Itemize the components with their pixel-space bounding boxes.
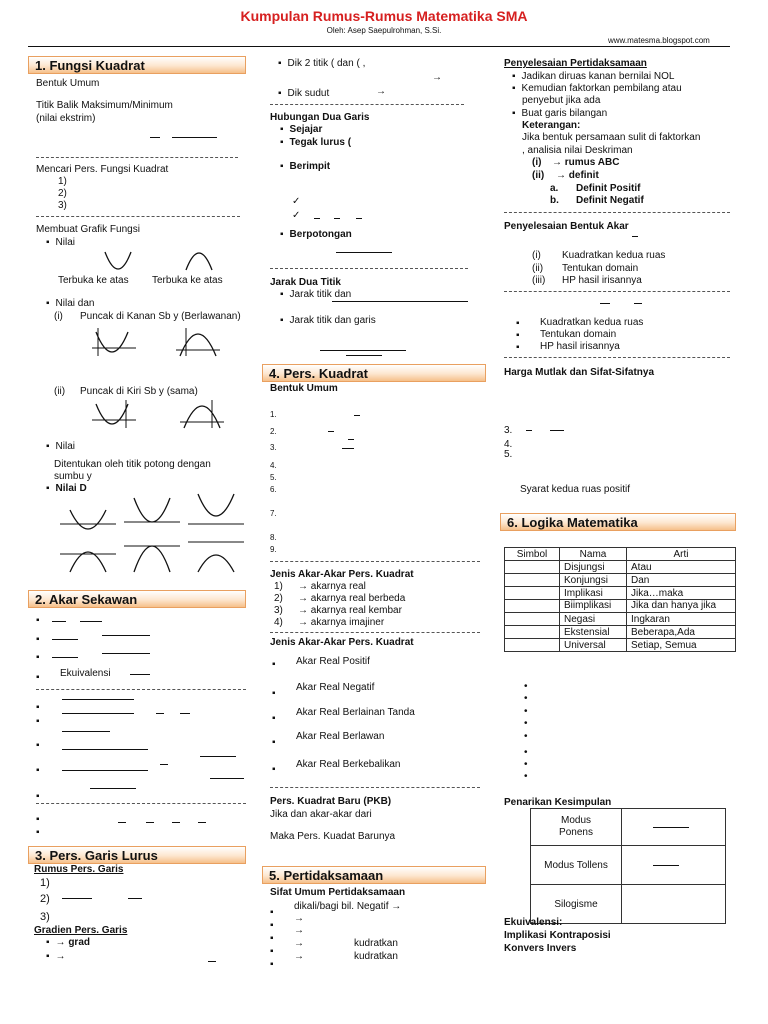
akar-no: (iii) (532, 275, 546, 286)
arti-cell: Setiap, Semua (627, 639, 736, 652)
definit: → definit (556, 170, 599, 181)
math-bar (200, 756, 236, 757)
header-nama: Nama (560, 548, 627, 561)
harga-mutlak-title: Harga Mutlak dan Sifat-Sifatnya (504, 367, 655, 378)
bentuk-umum-2-label: Bentuk Umum (270, 383, 338, 394)
math-bar (314, 218, 320, 219)
divider (270, 632, 480, 633)
bullet-dot: • (524, 681, 528, 692)
jika-bentuk-text: Jika bentuk persamaan sulit di faktorkan (522, 132, 701, 143)
implikasi-kontraposisi: Implikasi Kontraposisi (504, 930, 611, 941)
d-graph-1-icon (60, 504, 116, 534)
step-1: 1) (58, 176, 67, 187)
ekuivalensi-label: Ekuivalensi (60, 668, 111, 679)
akar-text: HP hasil irisannya (562, 275, 642, 286)
math-bar (332, 301, 468, 302)
jenis-2-item: Akar Real Berlawan (296, 731, 385, 742)
math-bar (146, 822, 154, 823)
modus-tollens-cell (531, 846, 622, 885)
jenis-no: 4) (274, 617, 283, 628)
math-bar (52, 621, 66, 622)
graph-kiri-down-icon (180, 398, 224, 430)
bullet: ▪ (36, 702, 40, 713)
akar-text: Tentukan domain (562, 263, 639, 274)
table-row (505, 639, 736, 652)
math-bar (180, 713, 190, 714)
math-bar (526, 430, 532, 431)
fraction-bar (172, 137, 217, 138)
table-row (531, 809, 726, 846)
formula-cell (622, 809, 726, 846)
nama-cell: Konjungsi (560, 574, 627, 587)
bullet: ▪ (272, 688, 276, 699)
puncak-kiri-label: Puncak di Kiri Sb y (sama) (80, 386, 198, 397)
penyelesaian-title: Penyelesaian Pertidaksamaan (504, 58, 647, 69)
bullet-dot: • (524, 718, 528, 729)
arrow-item (46, 951, 66, 962)
bullet-dot: • (524, 706, 528, 717)
bullet-text: Nilai (55, 237, 75, 248)
fraction-bar (150, 137, 160, 138)
math-bar (90, 788, 136, 789)
number: 4. (270, 461, 277, 470)
math-bar (632, 236, 638, 237)
bullet-text: Berpotongan (289, 229, 352, 240)
section-title: 5. Pertidaksamaan (269, 868, 384, 883)
d-graph-5-icon (124, 542, 180, 574)
d-graph-4-icon (60, 542, 116, 574)
jenis-text: → akarnya real kembar (298, 605, 402, 616)
divider (36, 157, 238, 158)
jenis-2-item: Akar Real Berlainan Tanda (296, 707, 415, 718)
parabola-up-icon (103, 250, 133, 272)
arti-cell: Dan (627, 574, 736, 587)
simbol-cell (505, 587, 560, 600)
bullet: ▪ (272, 764, 276, 775)
akar2-item: Kuadratkan kedua ruas (540, 317, 644, 328)
sifat-item: → (294, 938, 304, 949)
number: 1. (270, 410, 277, 419)
simbol-cell (505, 613, 560, 626)
bullet-text: Tegak lurus ( (289, 137, 352, 148)
pkb-jika: Jika dan akar-akar dari (270, 809, 372, 820)
definit-positif: Definit Positif (576, 183, 641, 194)
table-row (505, 574, 736, 587)
jarak-titik-dan (280, 289, 351, 300)
divider (270, 561, 480, 562)
divider (504, 212, 730, 213)
math-bar (130, 674, 150, 675)
jenis-no: 1) (274, 581, 283, 592)
math-bar (52, 657, 78, 658)
item-3: 3) (40, 911, 50, 923)
akar-no: (i) (532, 250, 541, 261)
header-simbol: Simbol (505, 548, 560, 561)
section-pers-kuadrat (262, 364, 486, 382)
mencari-label: Mencari Pers. Fungsi Kuadrat (36, 164, 169, 175)
akar2-item: HP hasil irisannya (540, 341, 620, 352)
bullet: ▪ (36, 672, 40, 683)
divider (270, 268, 468, 269)
bullet-text: Dik sudut (287, 88, 330, 99)
math-bar (102, 635, 150, 636)
math-bar (62, 699, 134, 700)
math-bar (354, 415, 360, 416)
bullet-dot: • (524, 759, 528, 770)
formula-cell (622, 885, 726, 924)
jarak-titik-garis (280, 315, 376, 326)
section-akar-sekawan (28, 590, 246, 608)
section-title: 3. Pers. Garis Lurus (35, 848, 158, 863)
math-bar (210, 778, 244, 779)
definit-negatif: Definit Negatif (576, 195, 644, 206)
section-pertidaksamaan (262, 866, 486, 884)
math-bar (334, 218, 340, 219)
penarikan-table (530, 808, 726, 924)
bullet: ▪ (36, 634, 40, 645)
bullet: ▪ (36, 740, 40, 751)
nilai-ab-bullet (46, 298, 94, 309)
number: 4. (504, 439, 513, 450)
jenis-text: → akarnya imajiner (298, 617, 385, 628)
silogisme: Silogisme (554, 898, 598, 910)
gradien-label: Gradien Pers. Garis (34, 925, 128, 936)
bullet: ▪ (516, 342, 520, 353)
math-bar (336, 252, 392, 253)
bullet: ▪ (36, 791, 40, 802)
graph-kanan-down-icon (176, 326, 220, 358)
bullet: ▪ (516, 318, 520, 329)
bullet: ▪ (270, 933, 274, 944)
modus-ponens-1: Modus (560, 815, 591, 826)
bullet: ▪ (272, 737, 276, 748)
simbol-cell (505, 574, 560, 587)
header-rule (28, 46, 730, 47)
akar2-item: Tentukan domain (540, 329, 617, 340)
math-bar (348, 439, 354, 440)
number: 8. (270, 533, 277, 542)
bullet-text: Nilai D (55, 483, 87, 494)
jenis-no: 3) (274, 605, 283, 616)
penyelesaian-item (512, 71, 674, 82)
table-row (505, 600, 736, 613)
formula-cell (622, 846, 726, 885)
math-bar (62, 898, 92, 899)
table-row (531, 846, 726, 885)
math-bar (102, 653, 150, 654)
logika-table (504, 547, 736, 652)
divider (36, 216, 240, 217)
bullet: ▪ (270, 907, 274, 918)
akar-no: (ii) (532, 263, 544, 274)
arrow-icon: → (432, 72, 442, 83)
penyelesaian-item (512, 83, 682, 94)
berimpit-item (280, 161, 330, 172)
jenis-text: → akarnya real (298, 581, 366, 592)
math-bar (118, 822, 126, 823)
simbol-cell (505, 561, 560, 574)
modus-ponens-cell (531, 809, 622, 846)
nilai-ekstrim-label: (nilai ekstrim) (36, 113, 96, 124)
simbol-cell (505, 600, 560, 613)
bullet: ▪ (516, 330, 520, 341)
graph-kanan-up-icon (92, 326, 136, 358)
bullet: ▪ (36, 827, 40, 838)
bullet-text: Sejajar (289, 124, 323, 135)
nama-cell: Implikasi (560, 587, 627, 600)
membuat-grafik-label: Membuat Grafik Fungsi (36, 224, 140, 235)
arti-cell: Beberapa,Ada (627, 626, 736, 639)
math-bar (160, 764, 168, 765)
sifat-item: → (294, 913, 304, 924)
hubungan-label: Hubungan Dua Garis (270, 112, 370, 123)
sumbu-y-text: sumbu y (54, 471, 92, 482)
divider (504, 291, 730, 292)
berpotongan-item (280, 229, 352, 240)
number: 6. (270, 485, 277, 494)
ekuivalensi-title: Ekuivalensi: (504, 917, 563, 928)
bullet-text: Jarak titik dan garis (289, 315, 376, 326)
d-graph-6-icon (188, 540, 244, 574)
number: 3. (270, 443, 277, 452)
dik-sudut (278, 88, 329, 99)
sifat-item: → (294, 925, 304, 936)
puncak-kanan-no: (i) (54, 311, 63, 322)
roman-ii: (ii) (532, 170, 545, 181)
akar-text: Kuadratkan kedua ruas (562, 250, 666, 261)
bullet-dot: • (524, 731, 528, 742)
check-icon: ✓ (292, 210, 301, 221)
math-bar (653, 827, 689, 828)
keterangan-label: Keterangan: (522, 120, 581, 131)
sub-a: a. (550, 183, 559, 194)
jenis-no: 2) (274, 593, 283, 604)
bullet: ▪ (270, 920, 274, 931)
jenis-2-item: Akar Real Berkebalikan (296, 759, 401, 770)
nama-cell: Biimplikasi (560, 600, 627, 613)
graph-kiri-up-icon (92, 398, 136, 430)
math-bar (52, 639, 78, 640)
kudratkan-2: kudratkan (354, 951, 398, 962)
section-title: 6. Logika Matematika (507, 515, 638, 530)
bullet-text: Nilai dan (55, 298, 95, 309)
math-bar (62, 713, 134, 714)
number: 9. (270, 545, 277, 554)
bullet-text: Buat garis bilangan (521, 108, 608, 119)
bullet: ▪ (36, 765, 40, 776)
math-bar (550, 430, 564, 431)
number: 2. (270, 427, 277, 436)
bullet: ▪ (272, 659, 276, 670)
kudratkan-1: kudratkan (354, 938, 398, 949)
grad-item (46, 937, 90, 948)
syarat-label: Syarat kedua ruas positif (520, 484, 631, 495)
sub-b: b. (550, 195, 559, 206)
pkb-title: Pers. Kuadrat Baru (PKB) (270, 796, 392, 807)
jenis-akar-2-title: Jenis Akar-Akar Pers. Kuadrat (270, 637, 414, 648)
simbol-cell (505, 639, 560, 652)
math-bar (342, 448, 354, 449)
math-bar (62, 731, 110, 732)
sifat-umum-label: Sifat Umum Pertidaksamaan (270, 887, 406, 898)
table-row (505, 587, 736, 600)
nama-cell: Universal (560, 639, 627, 652)
header-arti: Arti (627, 548, 736, 561)
rumus-abc: → rumus ABC (552, 157, 620, 168)
sifat-item: → (294, 951, 304, 962)
terbuka-label-1: Terbuka ke atas (58, 275, 129, 286)
page-title: Kumpulan Rumus-Rumus Matematika SMA (240, 8, 528, 24)
check-icon: ✓ (292, 196, 301, 207)
item-2: 2) (40, 893, 50, 905)
arti-cell: Jika…maka (627, 587, 736, 600)
math-bar (653, 865, 679, 866)
section-logika (500, 513, 736, 531)
rumus-garis-label: Rumus Pers. Garis (34, 864, 124, 875)
tegak-lurus-item (280, 137, 351, 148)
math-bar (328, 431, 334, 432)
modus-ponens-2: Ponens (559, 827, 593, 838)
number: 7. (270, 509, 277, 518)
arti-cell: Ingkaran (627, 613, 736, 626)
step-3: 3) (58, 200, 67, 211)
nama-cell: Ekstensial (560, 626, 627, 639)
puncak-kanan-label: Puncak di Kanan Sb y (Berlawanan) (80, 311, 241, 322)
nama-cell: Negasi (560, 613, 627, 626)
bullet: ▪ (272, 713, 276, 724)
math-bar (62, 749, 148, 750)
math-bar (198, 822, 206, 823)
bullet-dot: • (524, 771, 528, 782)
table-header-row (505, 548, 736, 561)
bentuk-umum-label: Bentuk Umum (36, 78, 100, 89)
math-bar (172, 822, 180, 823)
jenis-text: → akarnya real berbeda (298, 593, 406, 604)
konvers-invers: Konvers Invers (504, 943, 577, 954)
bullet-text: Jadikan diruas kanan bernilai NOL (521, 71, 675, 82)
sejajar-item (280, 124, 322, 135)
table-row (505, 613, 736, 626)
number: 5. (504, 449, 513, 460)
titik-balik-label: Titik Balik Maksimum/Minimum (36, 100, 173, 111)
section-title: 1. Fungsi Kuadrat (35, 58, 145, 73)
arti-cell: Atau (627, 561, 736, 574)
section-garis-lurus (28, 846, 246, 864)
divider (504, 357, 730, 358)
math-bar (156, 713, 164, 714)
bullet-text: Nilai (55, 441, 75, 452)
bullet-text: Jarak titik dan (289, 289, 352, 300)
bullet-text: Kemudian faktorkan pembilang atau (521, 83, 682, 94)
table-row (505, 626, 736, 639)
section-title: 4. Pers. Kuadrat (269, 366, 368, 381)
divider (36, 803, 246, 804)
penyelesaian-item (512, 108, 607, 119)
terbuka-label-2: Terbuka ke atas (152, 275, 223, 286)
bullet: ▪ (36, 716, 40, 727)
parabola-down-icon (184, 250, 214, 272)
divider (270, 104, 464, 105)
math-bar (356, 218, 362, 219)
math-bar (80, 621, 102, 622)
arti-cell: Jika dan hanya jika (627, 600, 736, 613)
bullet-dot: • (524, 747, 528, 758)
puncak-kiri-no: (ii) (54, 386, 66, 397)
math-bar (62, 770, 148, 771)
analisia-text: , analisia nilai Deskriman (522, 145, 633, 156)
bullet: ▪ (36, 652, 40, 663)
step-2: 2) (58, 188, 67, 199)
math-bar (600, 303, 610, 304)
website: www.matesma.blogspot.com (608, 36, 710, 45)
bullet: ▪ (270, 959, 274, 970)
d-graph-3-icon (188, 494, 244, 528)
section-fungsi-kuadrat (28, 56, 246, 74)
number: 5. (270, 473, 277, 482)
bentuk-akar-title: Penyelesaian Bentuk Akar (504, 221, 629, 232)
section-title: 2. Akar Sekawan (35, 592, 138, 607)
math-bar (634, 303, 642, 304)
author: Oleh: Asep Saepulrohman, S.Si. (326, 26, 442, 35)
nilai-d-bullet (46, 483, 87, 494)
jenis-akar-1-title: Jenis Akar-Akar Pers. Kuadrat (270, 569, 414, 580)
bullet: ▪ (36, 615, 40, 626)
roman-i: (i) (532, 157, 542, 168)
syarat-text (520, 484, 630, 495)
math-bar (208, 961, 216, 962)
bullet-text: → grad (55, 937, 90, 948)
d-graph-2-icon (124, 496, 180, 526)
number: 3. (504, 425, 513, 436)
math-bar (346, 355, 382, 356)
bullet-text: Dik 2 titik ( dan ( , (287, 58, 366, 69)
bullet: ▪ (270, 946, 274, 957)
bullet-text: → (55, 951, 66, 962)
jenis-2-item: Akar Real Positif (296, 656, 370, 667)
math-bar (320, 350, 406, 351)
math-bar (128, 898, 142, 899)
simbol-cell (505, 626, 560, 639)
bullet: ▪ (36, 814, 40, 825)
ditentukan-text: Ditentukan oleh titik potong dengan (54, 459, 211, 470)
dik-2-titik (278, 58, 365, 69)
nilai-c-bullet (46, 441, 75, 452)
jarak-dua-titik-label: Jarak Dua Titik (270, 277, 341, 288)
arrow-icon: → (376, 86, 386, 97)
bullet-dot: • (524, 693, 528, 704)
penyebut-text: penyebut jika ada (522, 95, 601, 106)
jenis-2-item: Akar Real Negatif (296, 682, 375, 693)
pkb-maka: Maka Pers. Kuadat Barunya (270, 831, 396, 842)
item-1: 1) (40, 877, 50, 889)
sifat-item: dikali/bagi bil. Negatif → (294, 901, 402, 912)
bullet-text: Berimpit (289, 161, 331, 172)
divider (36, 689, 246, 690)
divider (270, 787, 480, 788)
penarikan-title: Penarikan Kesimpulan (504, 797, 612, 808)
nilai-a-bullet (46, 237, 75, 248)
table-row (505, 561, 736, 574)
modus-tollens: Modus Tollens (544, 859, 608, 871)
nama-cell: Disjungsi (560, 561, 627, 574)
